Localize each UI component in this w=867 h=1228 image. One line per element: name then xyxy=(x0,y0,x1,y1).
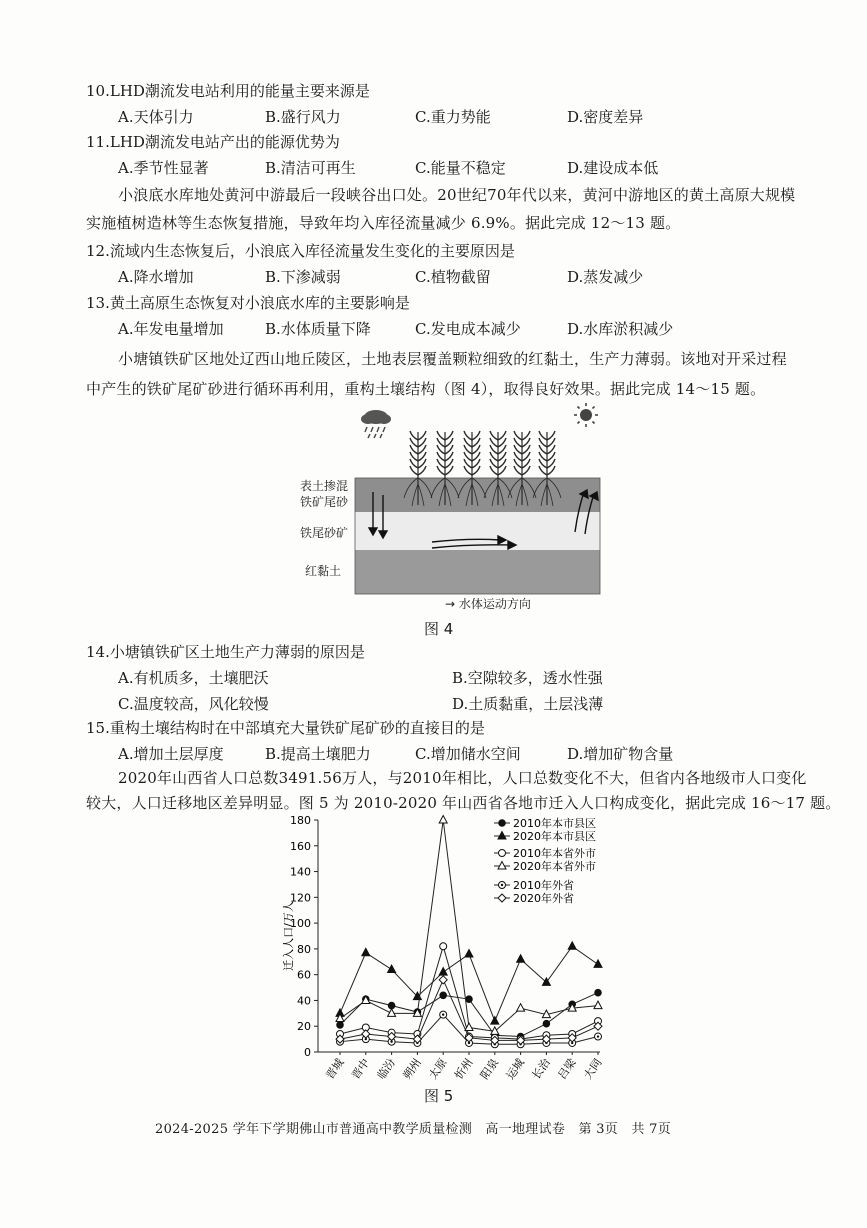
x-tick-label: 晋中 xyxy=(348,1056,373,1082)
q14-option-c: C.温度较高，风化较慢 xyxy=(118,695,269,713)
passage-3-line-2: 较大，人口迁移地区差异明显。图 5 为 2010-2020 年山西省各地市迁入人口构成变化，据此完成 16～17 题。 xyxy=(86,794,841,812)
question-13-stem: 13.黄土高原生态恢复对小浪底水库的主要影响是 xyxy=(86,294,410,312)
legend-label: 2020年本省外市 xyxy=(513,860,596,873)
q12-option-c: C.植物截留 xyxy=(415,268,491,286)
legend-item xyxy=(494,859,596,873)
y-tick-label: 20 xyxy=(297,1020,311,1034)
passage-3-line-1: 2020年山西省人口总数3491.56万人，与2010年相比，人口总数变化不大，但省内各地级市人口变化 xyxy=(118,769,807,787)
data-point xyxy=(362,948,370,956)
data-point xyxy=(568,942,576,950)
question-14-stem: 14.小塘镇铁矿区土地生产力薄弱的原因是 xyxy=(86,643,365,661)
legend-label: 2010年外省 xyxy=(513,879,574,892)
question-11-stem: 11.LHD潮流发电站产出的能源优势为 xyxy=(86,133,340,151)
legend-item xyxy=(494,816,596,830)
legend-label: 2010年本市县区 xyxy=(513,817,596,830)
q10-option-c: C.重力势能 xyxy=(415,108,491,126)
data-point xyxy=(517,1004,525,1012)
data-point xyxy=(440,943,447,950)
y-tick-label: 180 xyxy=(290,814,311,827)
legend-label: 2020年本市县区 xyxy=(513,830,596,843)
q10-option-b: B.盛行风力 xyxy=(265,108,341,126)
layer-label-tailings: 铁尾砂矿 xyxy=(300,526,349,540)
q13-option-c: C.发电成本减少 xyxy=(415,320,521,338)
q11-option-a: A.季节性显著 xyxy=(118,159,209,177)
y-tick-label: 100 xyxy=(290,917,311,931)
layer-label-red-clay: 红黏土 xyxy=(305,564,342,578)
x-tick-label: 吕梁 xyxy=(555,1056,579,1082)
y-tick-label: 0 xyxy=(304,1046,311,1059)
x-tick-label: 阳泉 xyxy=(477,1056,502,1082)
q13-option-a: A.年发电量增加 xyxy=(118,320,224,338)
passage-1-line-1: 小浪底水库地处黄河中游最后一段峡谷出口处。20世纪70年代以来，黄河中游地区的黄土高原大规模 xyxy=(118,186,796,204)
page-footer: 2024-2025 学年下学期佛山市普通高中教学质量检测 高一地理试卷 第 3页 共 7页 xyxy=(155,1122,671,1137)
data-point xyxy=(440,992,447,999)
data-point xyxy=(595,989,602,996)
data-point xyxy=(439,968,447,976)
passage-2-line-1: 小塘镇铁矿区地处辽西山地丘陵区，土地表层覆盖颗粒细致的红黏土，生产力薄弱。该地对开采过程 xyxy=(118,350,787,368)
layer-label-tailings-top: 铁矿尾砂 xyxy=(300,495,349,509)
x-tick-label: 太原 xyxy=(426,1056,450,1082)
data-point xyxy=(517,955,525,963)
legend-label: 2020年外省 xyxy=(513,892,574,905)
data-point xyxy=(594,960,602,968)
series-1 xyxy=(337,989,602,1039)
figure-5-caption: 图 5 xyxy=(424,1087,454,1105)
legend-item xyxy=(494,829,596,843)
data-point xyxy=(594,1001,602,1009)
y-axis-label: 迁入人口/万人 xyxy=(282,901,295,971)
q15-option-d: D.增加矿物含量 xyxy=(567,745,674,763)
data-point xyxy=(388,965,396,973)
q13-option-d: D.水库淤积减少 xyxy=(567,320,674,338)
q13-option-b: B.水体质量下降 xyxy=(265,320,371,338)
q14-option-b: B.空隙较多，透水性强 xyxy=(452,669,603,687)
data-point xyxy=(491,1017,499,1025)
x-tick-label: 大同 xyxy=(581,1056,605,1082)
legend-marker xyxy=(498,862,506,870)
q12-option-b: B.下渗减弱 xyxy=(265,268,341,286)
y-tick-label: 40 xyxy=(297,994,311,1008)
data-point xyxy=(388,1009,396,1017)
legend-marker xyxy=(498,832,506,840)
q11-option-d: D.建设成本低 xyxy=(567,159,659,177)
data-point xyxy=(439,976,447,984)
question-12-stem: 12.流域内生态恢复后，小浪底入库径流量发生变化的主要原因是 xyxy=(86,242,515,260)
data-point xyxy=(465,950,473,958)
q15-option-c: C.增加储水空间 xyxy=(415,745,521,763)
x-tick-label: 临汾 xyxy=(374,1056,399,1082)
x-tick-label: 忻州 xyxy=(452,1056,476,1082)
y-tick-label: 120 xyxy=(290,891,311,905)
legend-marker xyxy=(499,850,506,857)
q14-option-d: D.土质黏重，土层浅薄 xyxy=(452,695,604,713)
question-10-stem: 10.LHD潮流发电站利用的能量主要来源是 xyxy=(86,82,370,100)
layer-label-topsoil: 表土掺混 xyxy=(300,479,349,493)
x-tick-label: 运城 xyxy=(503,1056,528,1082)
data-point xyxy=(439,816,447,824)
y-tick-label: 60 xyxy=(297,968,311,982)
x-tick-label: 朔州 xyxy=(400,1056,424,1082)
passage-1-line-2: 实施植树造林等生态恢复措施，导致年均入库径流量减少 6.9%。据此完成 12～13 题。 xyxy=(86,214,681,232)
legend-item xyxy=(494,878,574,892)
y-tick-label: 160 xyxy=(290,839,311,853)
data-point xyxy=(543,1020,550,1027)
q12-option-d: D.蒸发减少 xyxy=(567,268,644,286)
legend-item xyxy=(494,846,596,860)
x-tick-label: 晋城 xyxy=(323,1056,347,1082)
y-tick-label: 80 xyxy=(297,942,311,956)
series-line xyxy=(340,980,598,1041)
q10-option-d: D.密度差异 xyxy=(567,108,644,126)
q14-option-a: A.有机质多，土壤肥沃 xyxy=(118,669,269,687)
q10-option-a: A.天体引力 xyxy=(118,108,194,126)
legend-marker xyxy=(498,894,506,902)
q12-option-a: A.降水增加 xyxy=(118,268,194,286)
x-tick-label: 长治 xyxy=(529,1056,553,1082)
data-point xyxy=(466,996,473,1003)
question-15-stem: 15.重构土壤结构时在中部填充大量铁矿尾矿砂的直接目的是 xyxy=(86,719,485,737)
y-tick-label: 140 xyxy=(290,865,311,879)
data-point xyxy=(337,1022,344,1029)
passage-2-line-2: 中产生的铁矿尾矿砂进行循环再利用，重构土壤结构（图 4），取得良好效果。据此完成 14～15 题。 xyxy=(86,380,766,398)
figure-4-caption: 图 4 xyxy=(424,620,454,638)
q11-option-b: B.清洁可再生 xyxy=(265,159,356,177)
q15-option-b: B.提高土壤肥力 xyxy=(265,745,371,763)
water-flow-legend: → 水体运动方向 xyxy=(445,597,531,611)
legend-label: 2010年本省外市 xyxy=(513,847,596,860)
q15-option-a: A.增加土层厚度 xyxy=(118,745,224,763)
legend-item xyxy=(494,891,574,905)
q11-option-c: C.能量不稳定 xyxy=(415,159,506,177)
legend-marker xyxy=(499,820,506,827)
